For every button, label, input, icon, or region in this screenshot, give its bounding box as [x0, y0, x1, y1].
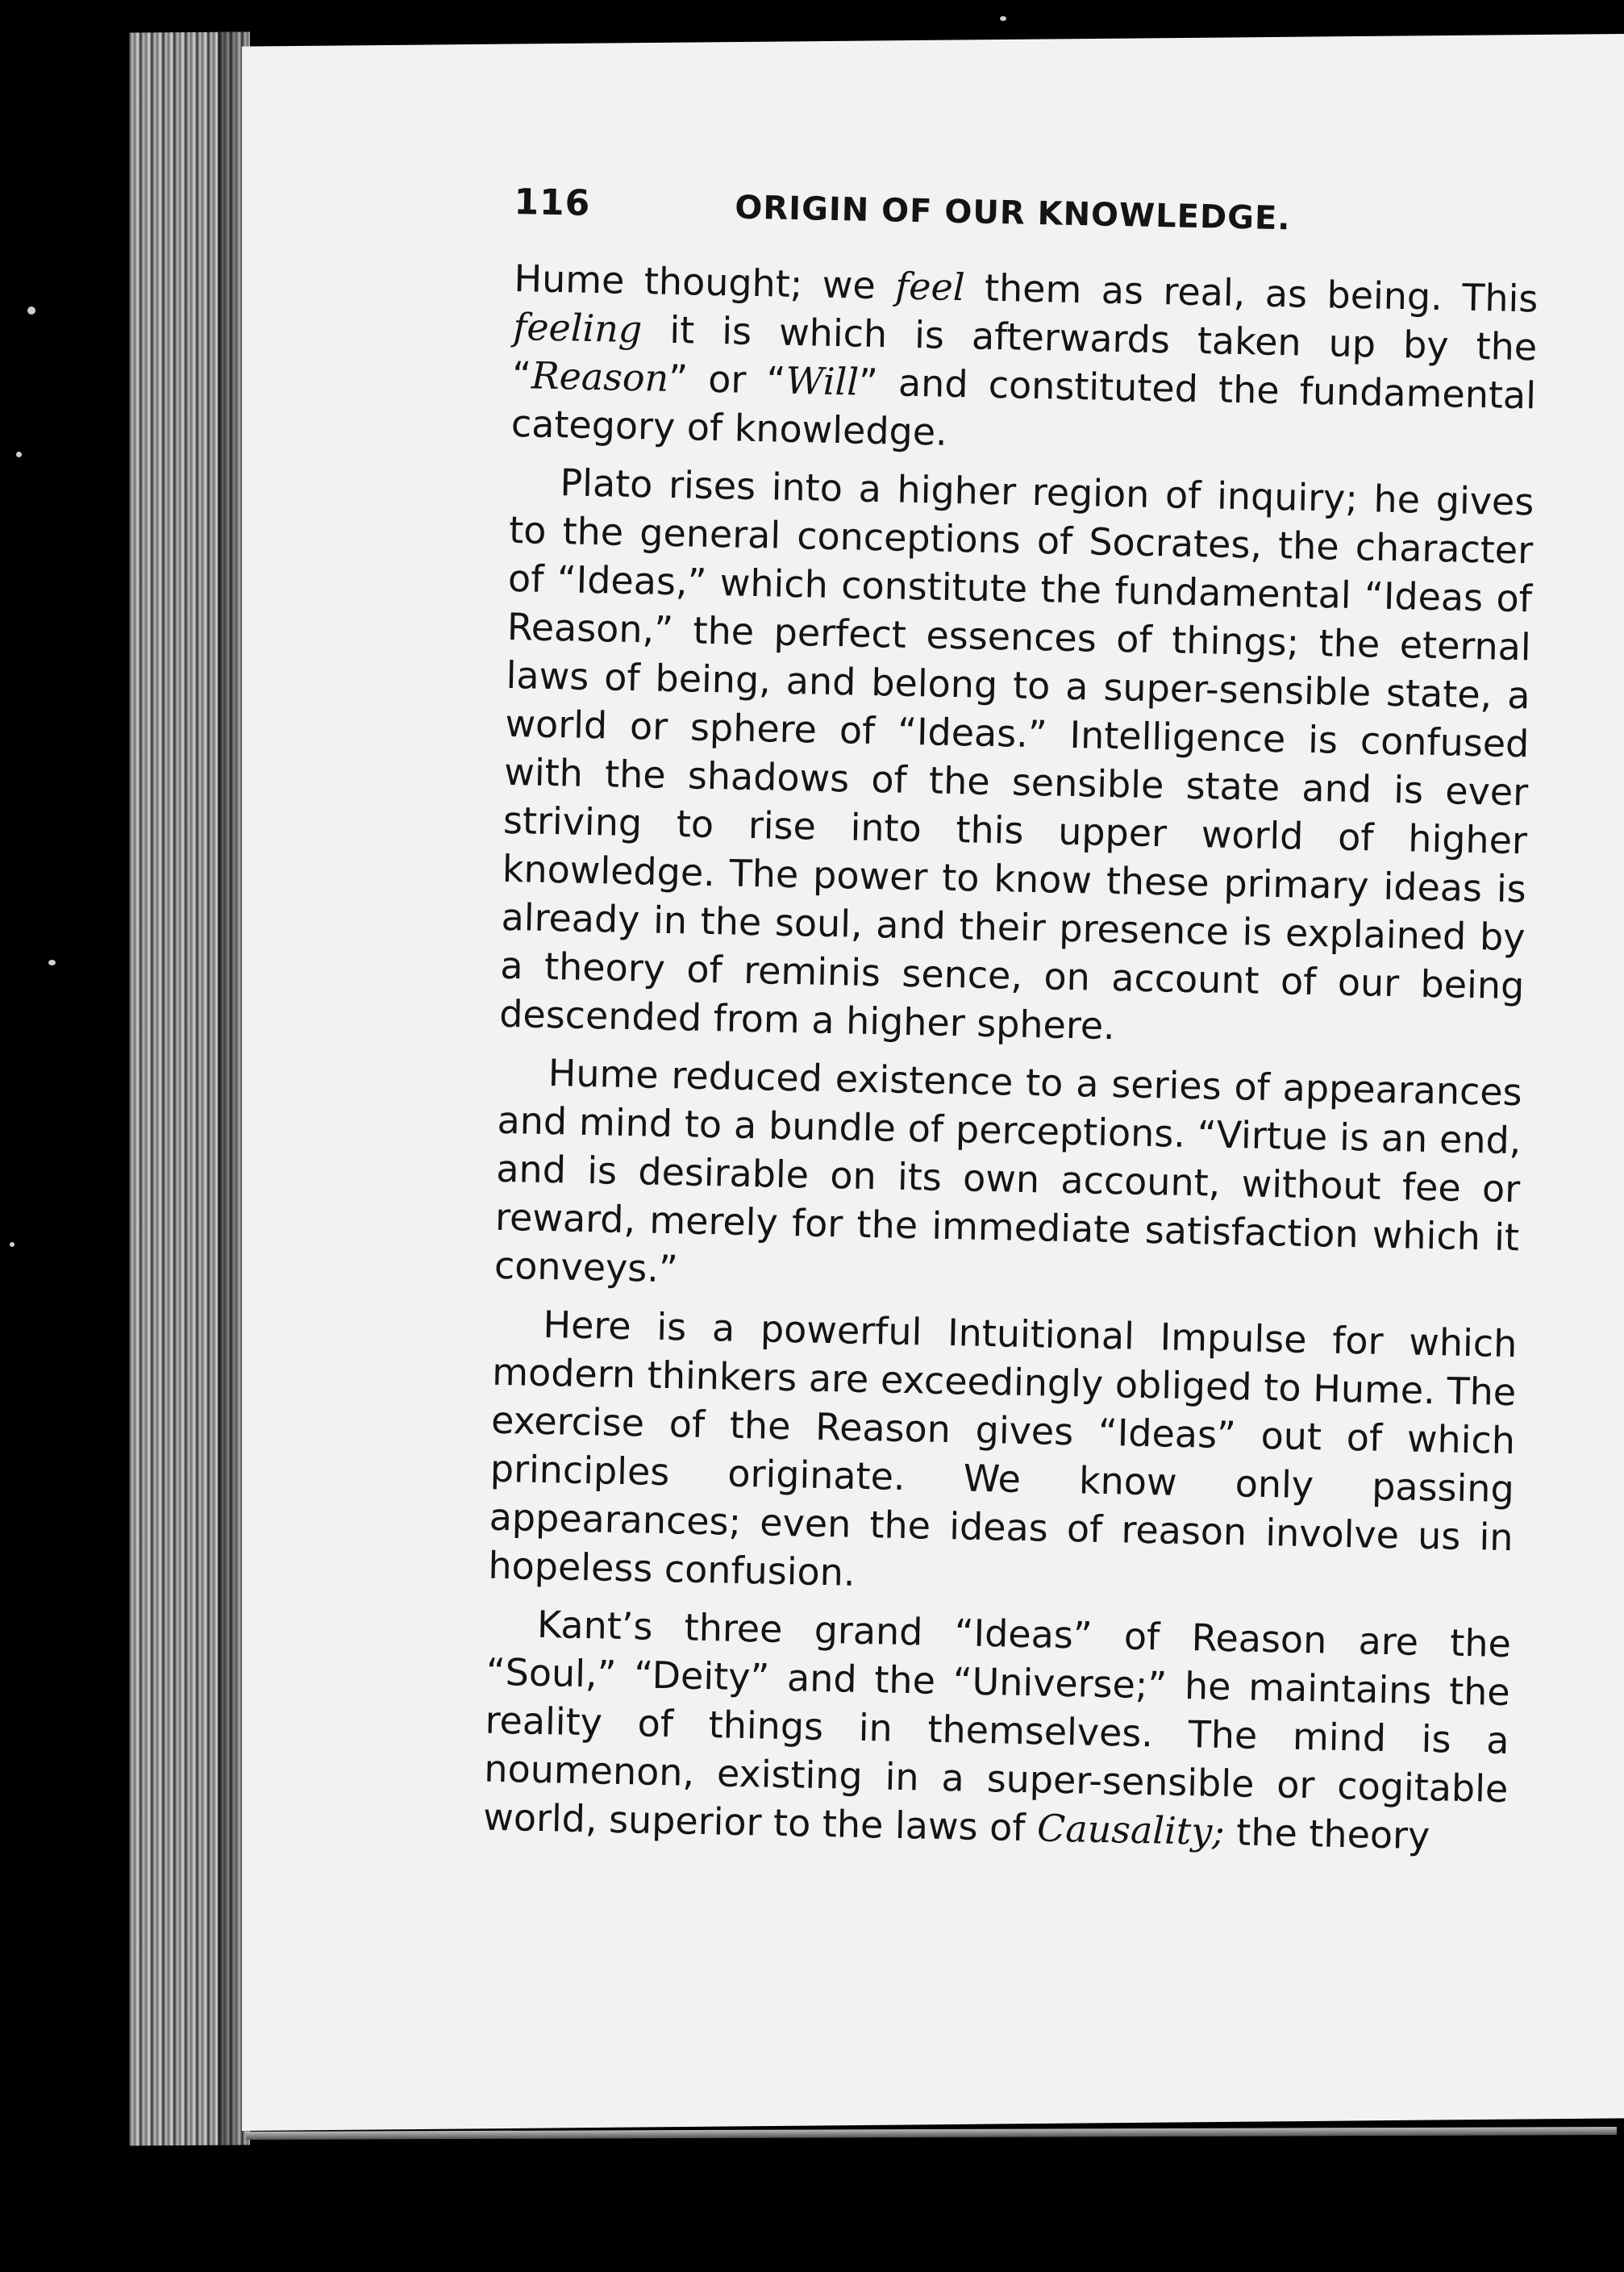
paragraph [510, 254, 1539, 468]
italic-text: Reason [531, 353, 669, 400]
dust-speck [27, 306, 35, 315]
page-number: 116 [513, 181, 591, 224]
paragraph [483, 1599, 1512, 1861]
dust-speck [10, 1242, 15, 1247]
page-text-block [482, 181, 1539, 1871]
dust-speck [1000, 16, 1006, 21]
text-segment: Plato rises into a higher region of inquiry; he gives to the general conceptions of Socrates, the character of “Ideas,” which constitute the fundamental “Ideas of Reason,” the perfect essences of things; the eternal laws of being, and belong to a super-sensible state, a world or sphere of “Ideas.” Intelligence is confused with the shadows of the sensible state and is ever striving to rise into this upper world of higher knowledge. The power to know these primary ideas is already in the soul, and their presence is explained by a theory of reminis sence, on account of our being descended from a higher sphere. [498, 461, 1534, 1048]
dust-speck [16, 452, 22, 457]
italic-text: feel [894, 264, 966, 310]
italic-text: feeling [512, 304, 643, 352]
paragraph [488, 1299, 1518, 1610]
paragraph [493, 1048, 1522, 1310]
text-segment: Hume thought; we [514, 256, 896, 308]
running-head-title: ORIGIN OF OUR KNOWLEDGE. [734, 189, 1291, 238]
text-segment: the theory [1224, 1810, 1430, 1858]
text-segment: Kant’s three grand “Ideas” of Reason are the “Soul,” “Deity” and the “Universe;” he maintains the reality of things in themselves. The mind is a noumenon, existing in a super-sensible or cogitable world, superior to the laws of [482, 1602, 1512, 1850]
italic-text: Causality; [1036, 1806, 1226, 1854]
text-segment: Here is a powerful Intuitional Impulse for which modern thinkers are exceedingly obliged to Hume. The exercise of the Reason gives “Ideas” out of which principles originate. We know only passing appearances; even the ideas of reason involve us in hopeless confusion. [488, 1302, 1518, 1595]
body-text [483, 254, 1539, 1861]
text-segment: ” or “ [668, 356, 786, 402]
text-segment: ” and constituted the fundamental category of knowledge. [510, 360, 1537, 454]
paragraph [499, 457, 1534, 1058]
text-segment: Hume reduced existence to a series of appearances and mind to a bundle of perceptions. “Virtue is an end, and is desirable on its own account, without fee or reward, merely for the immediate satisfaction which it conveys.” [493, 1051, 1523, 1291]
italic-text: Will [785, 358, 860, 404]
dust-speck [48, 960, 56, 965]
text-segment: them as real, as being. This [964, 265, 1539, 321]
text-segment: it is which is afterwards taken up by the “ [511, 307, 1538, 398]
